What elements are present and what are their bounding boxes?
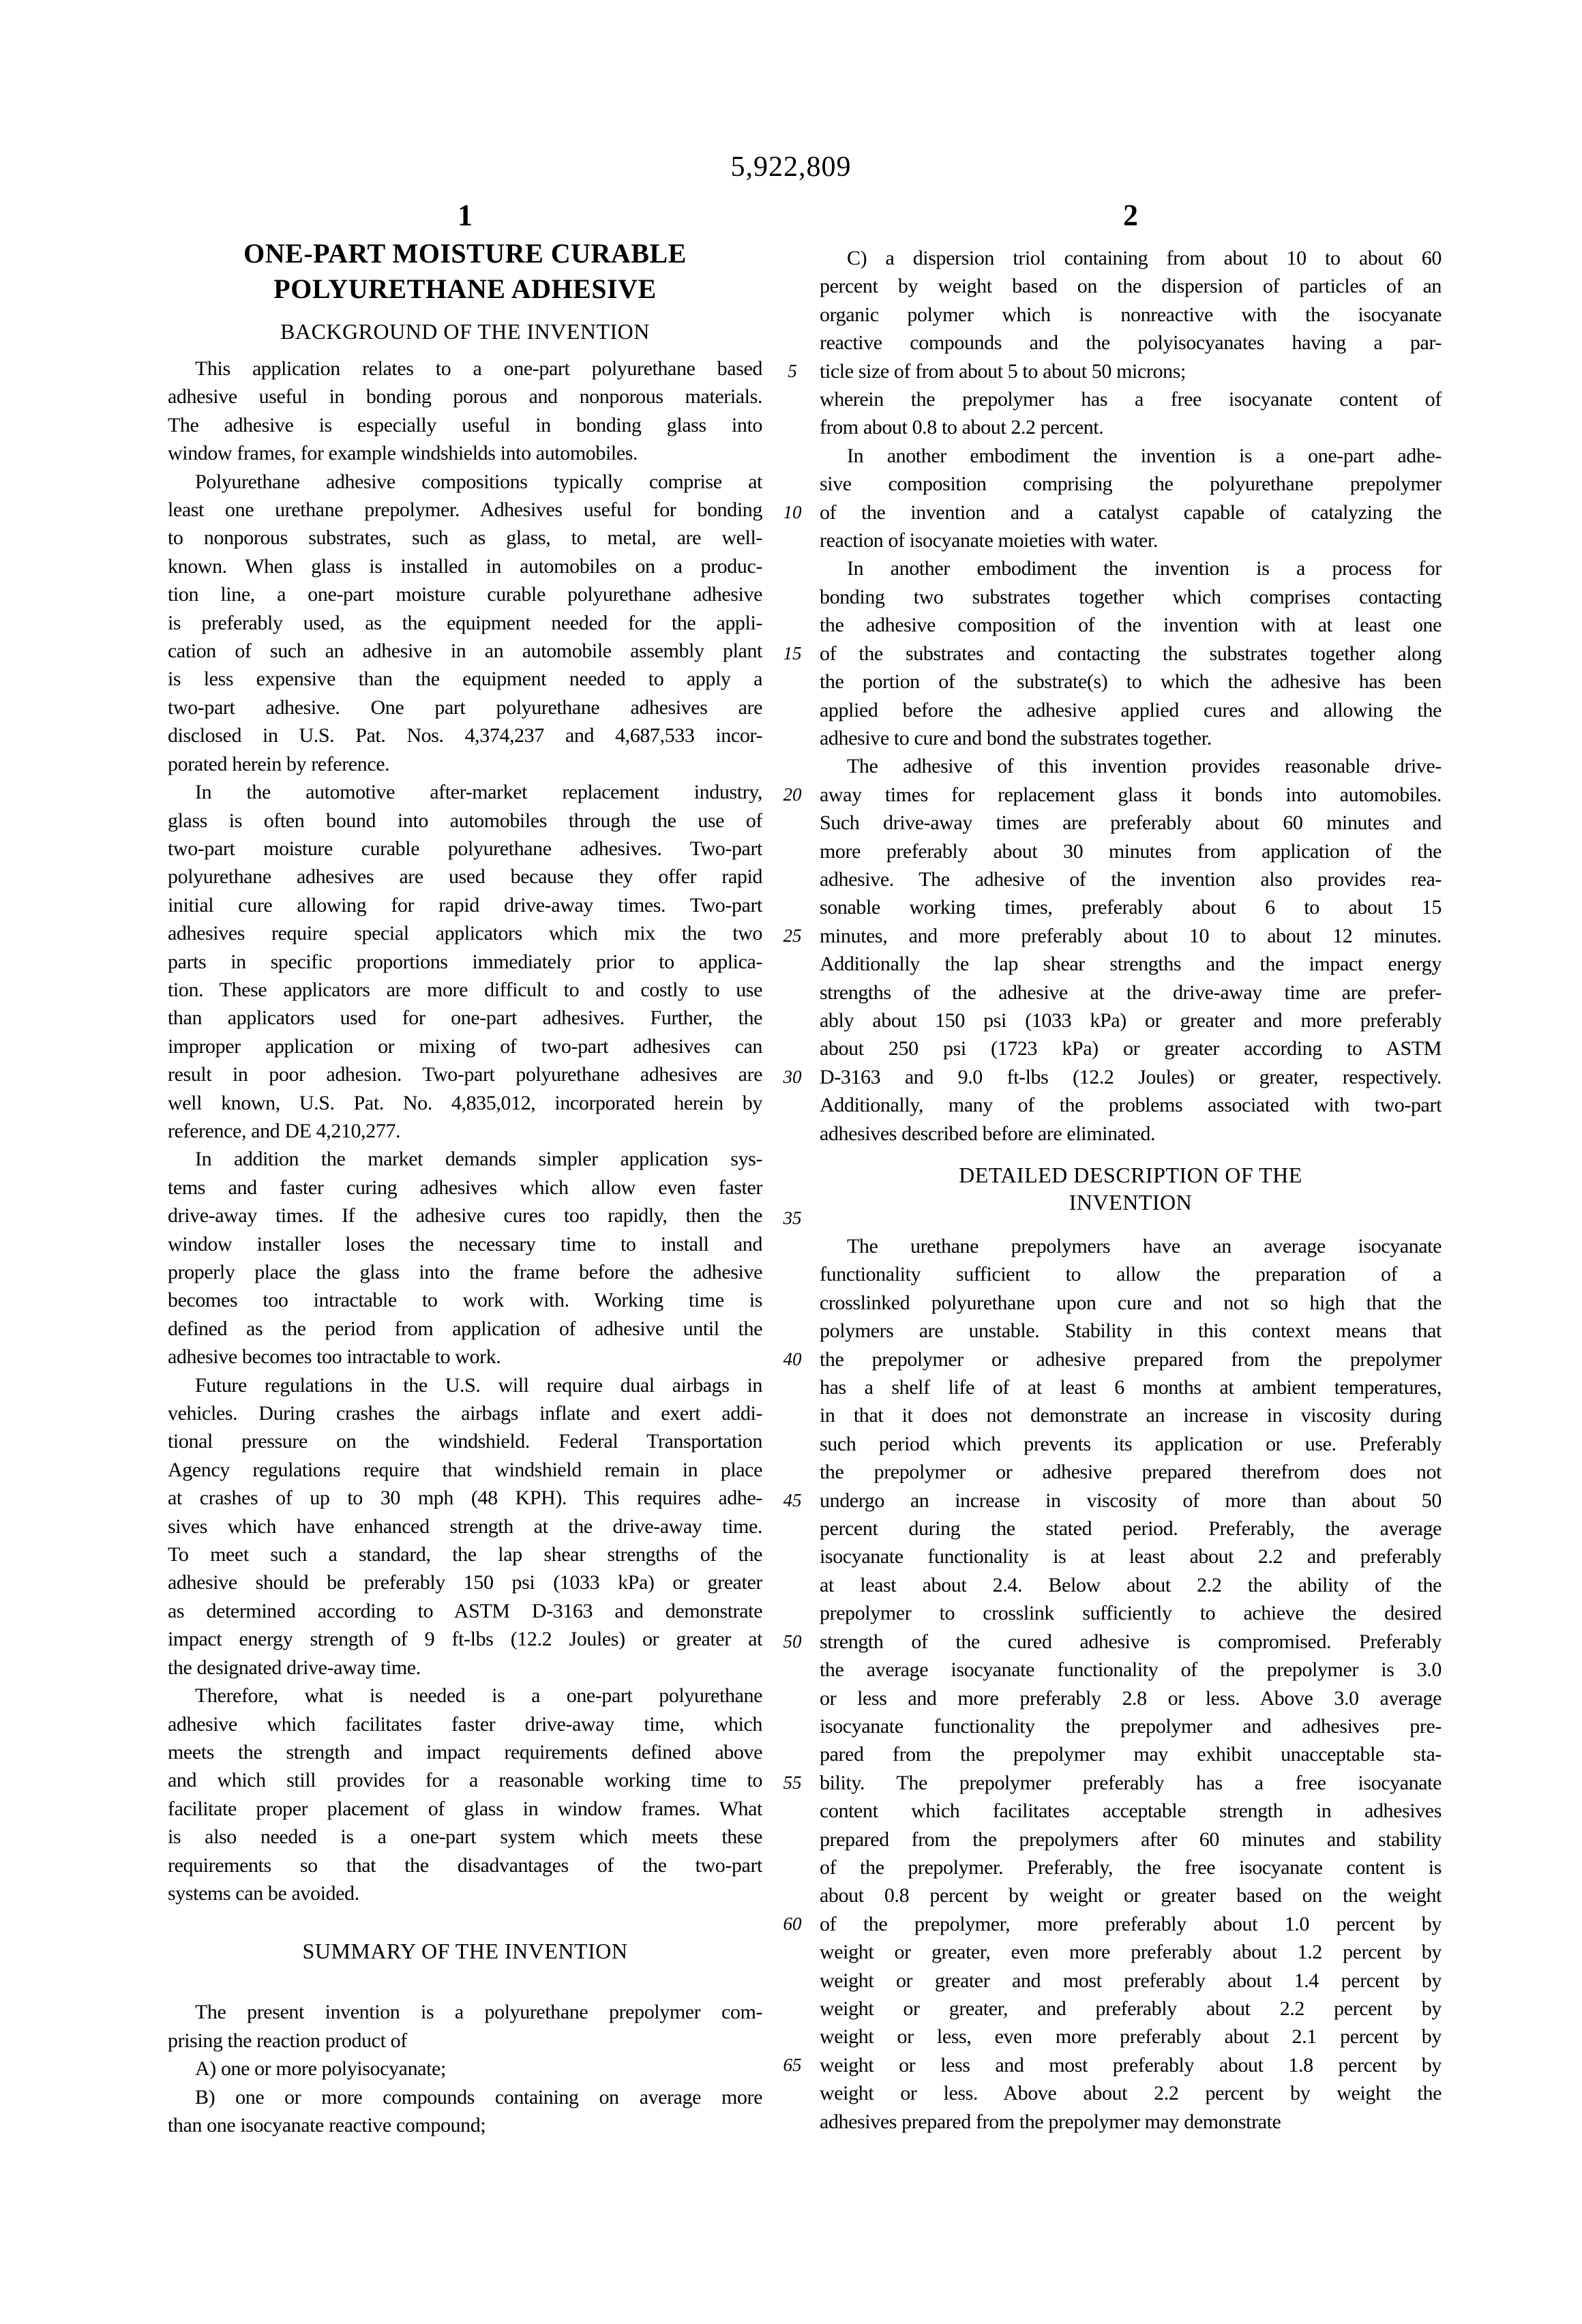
- line-number: 25: [783, 925, 802, 946]
- text-line: in that it does not demonstrate an increase in viscosity during: [820, 1404, 1442, 1427]
- text-line: facilitate proper placement of glass in window frames. What: [168, 1797, 762, 1820]
- text-line: weight or greater, even more preferably about 1.2 percent by: [820, 1941, 1442, 1964]
- text-line: the prepolymer or adhesive prepared therefrom does not: [820, 1461, 1442, 1484]
- paragraph: [820, 385, 1442, 442]
- text-line: and which still provides for a reasonable working time to: [168, 1769, 762, 1792]
- line-number: 65: [783, 2054, 802, 2075]
- line-number: 20: [783, 784, 802, 805]
- text-line: reactive compounds and the polyisocyanates having a par-: [820, 331, 1442, 355]
- paragraph: [168, 2055, 762, 2083]
- text-line: result in poor adhesion. Two-part polyurethane adhesives are: [168, 1063, 762, 1086]
- text-line: organic polymer which is nonreactive with the isocyanate: [820, 303, 1442, 326]
- text-line: Additionally the lap shear strengths and the impact energy: [820, 953, 1442, 976]
- text-line: bility. The prepolymer preferably has a free isocyanate: [820, 1771, 1442, 1794]
- text-line: well known, U.S. Pat. No. 4,835,012, incorporated herein by: [168, 1091, 762, 1114]
- text-line: This application relates to a one-part polyurethane based: [195, 357, 762, 380]
- line-number: 5: [788, 360, 797, 381]
- text-line: polymers are unstable. Stability in this context means that: [820, 1320, 1442, 1343]
- paragraph: [820, 1232, 1442, 2136]
- text-line: the prepolymer or adhesive prepared from the prepolymer: [820, 1347, 1442, 1371]
- paragraph: [820, 554, 1442, 752]
- text-line: of the invention and a catalyst capable of catalyzing the: [820, 501, 1442, 524]
- invention-title: [168, 236, 762, 307]
- text-line: from about 0.8 to about 2.2 percent.: [820, 416, 1104, 439]
- text-line: reaction of isocyanate moieties with water.: [820, 529, 1158, 552]
- column-1-number: 1: [458, 198, 473, 232]
- text-line: parts in specific proportions immediately prior to applica-: [168, 950, 762, 973]
- text-line: defined as the period from application of adhesive until the: [168, 1317, 762, 1340]
- text-line: ably about 150 psi (1033 kPa) or greater and more preferably: [820, 1009, 1442, 1032]
- line-number: 55: [783, 1772, 802, 1793]
- text-line: two-part adhesive. One part polyurethane adhesives are: [168, 696, 762, 719]
- text-line: becomes too intractable to work with. Working time is: [168, 1289, 762, 1312]
- text-line: least one urethane prepolymer. Adhesives useful for bonding: [168, 498, 762, 522]
- text-line: In another embodiment the invention is a process for: [847, 557, 1442, 580]
- text-line: two-part moisture curable polyurethane adhesives. Two-part: [168, 837, 762, 860]
- section-heading-line: SUMMARY OF THE INVENTION: [302, 1939, 628, 1964]
- text-line: undergo an increase in viscosity of more than about 50: [820, 1489, 1442, 1512]
- text-line: initial cure allowing for rapid drive-away times. Two-part: [168, 893, 762, 917]
- text-line: Therefore, what is needed is a one-part polyurethane: [195, 1684, 762, 1708]
- paragraph: [168, 778, 762, 1145]
- text-line: such period which prevents its application or use. Preferably: [820, 1432, 1442, 1455]
- patent-number: 5,922,809: [730, 151, 852, 183]
- section-heading: [820, 1161, 1442, 1216]
- text-line: prepolymer to crosslink sufficiently to achieve the desired: [820, 1602, 1442, 1625]
- text-line: porated herein by reference.: [168, 752, 390, 775]
- text-line: sive composition comprising the polyurethane prepolymer: [820, 473, 1442, 496]
- text-line: the adhesive composition of the invention with at least one: [820, 614, 1442, 637]
- text-line: about 0.8 percent by weight or greater based on the weight: [820, 1884, 1442, 1907]
- text-line: to nonporous substrates, such as glass, to metal, are well-: [168, 526, 762, 550]
- text-line: In addition the market demands simpler application sys-: [195, 1148, 762, 1171]
- text-line: adhesives prepared from the prepolymer may demonstrate: [820, 2110, 1281, 2133]
- text-line: Such drive-away times are preferably about 60 minutes and: [820, 811, 1442, 835]
- text-line: The present invention is a polyurethane prepolymer com-: [195, 2001, 762, 2024]
- text-line: tion. These applicators are more difficult to and costly to use: [168, 978, 762, 1001]
- text-line: crosslinked polyurethane upon cure and not so high that the: [820, 1291, 1442, 1314]
- paragraph: [820, 442, 1442, 555]
- text-line: content which facilitates acceptable strength in adhesives: [820, 1800, 1442, 1823]
- text-line: more preferably about 30 minutes from application of the: [820, 839, 1442, 863]
- text-line: ticle size of from about 5 to about 50 microns;: [820, 359, 1186, 383]
- text-line: The adhesive of this invention provides reasonable drive-: [847, 755, 1442, 778]
- text-line: weight or less and most preferably about 1.8 percent by: [820, 2053, 1442, 2076]
- text-line: Future regulations in the U.S. will require dual airbags in: [195, 1373, 762, 1397]
- text-line: is preferably used, as the equipment needed for the appli-: [168, 611, 762, 634]
- text-line: vehicles. During crashes the airbags inflate and exert addi-: [168, 1402, 762, 1425]
- text-line: the average isocyanate functionality of the prepolymer is 3.0: [820, 1658, 1442, 1682]
- section-heading: [168, 318, 762, 345]
- text-line: about 250 psi (1723 kPa) or greater according to ASTM: [820, 1037, 1442, 1060]
- text-line: impact energy strength of 9 ft-lbs (12.2 Joules) or greater at: [168, 1628, 762, 1651]
- text-line: than applicators used for one-part adhesives. Further, the: [168, 1007, 762, 1030]
- text-line: pared from the prepolymer may exhibit unacceptable sta-: [820, 1743, 1442, 1766]
- text-line: C) a dispersion triol containing from about 10 to about 60: [847, 247, 1442, 269]
- text-line: glass is often bound into automobiles through the use of: [168, 809, 762, 832]
- line-number: 40: [783, 1348, 802, 1369]
- text-line: tion line, a one-part moisture curable polyurethane adhesive: [168, 583, 762, 606]
- text-line: adhesive. The adhesive of the invention also provides rea-: [820, 867, 1442, 891]
- paragraph: [168, 468, 762, 778]
- line-number: 50: [783, 1630, 802, 1652]
- invention-title-line-1: ONE-PART MOISTURE CURABLE: [243, 238, 687, 269]
- text-line: prising the reaction product of: [168, 2029, 407, 2052]
- text-line: weight or greater, and preferably about 2.2 percent by: [820, 1997, 1442, 2020]
- text-line: at least about 2.4. Below about 2.2 the ability of the: [820, 1573, 1442, 1596]
- text-line: D-3163 and 9.0 ft-lbs (12.2 Joules) or greater, respectively.: [820, 1065, 1442, 1088]
- text-line: adhesive which facilitates faster drive-away time, which: [168, 1712, 762, 1735]
- text-line: drive-away times. If the adhesive cures too rapidly, then the: [168, 1204, 762, 1227]
- text-line: adhesive becomes too intractable to work.: [168, 1345, 501, 1369]
- paragraph: [168, 1371, 762, 1682]
- column-1: [168, 199, 762, 2139]
- column-2-content: [820, 244, 1442, 2136]
- text-line: minutes, and more preferably about 10 to about 12 minutes.: [820, 924, 1442, 947]
- text-line: B) one or more compounds containing on average more: [195, 2085, 762, 2109]
- column-1-content: [168, 318, 762, 2139]
- text-line: adhesive to cure and bond the substrates together.: [820, 726, 1212, 749]
- text-line: meets the strength and impact requirements defined above: [168, 1740, 762, 1763]
- text-line: the portion of the substrate(s) to which the adhesive has been: [820, 670, 1442, 694]
- text-line: Agency regulations require that windshield remain in place: [168, 1458, 762, 1481]
- text-line: polyurethane adhesives are used because they offer rapid: [168, 865, 762, 889]
- paragraph: [168, 355, 762, 468]
- text-line: adhesives require special applicators which mix the two: [168, 922, 762, 945]
- text-line: weight or greater and most preferably about 1.4 percent by: [820, 1969, 1442, 1992]
- line-number: 10: [783, 501, 802, 522]
- text-line: than one isocyanate reactive compound;: [168, 2113, 486, 2136]
- text-line: strengths of the adhesive at the drive-away time are prefer-: [820, 981, 1442, 1004]
- text-line: prepared from the prepolymers after 60 minutes and stability: [820, 1828, 1442, 1851]
- text-line: requirements so that the disadvantages of the two-part: [168, 1853, 762, 1877]
- text-line: functionality sufficient to allow the preparation of a: [820, 1263, 1442, 1286]
- text-line: isocyanate functionality is at least about 2.2 and preferably: [820, 1545, 1442, 1568]
- text-line: adhesives described before are eliminated.: [820, 1122, 1156, 1145]
- line-number-gutter: [768, 0, 817, 2324]
- section-heading-line: DETAILED DESCRIPTION OF THE: [959, 1163, 1302, 1187]
- text-line: known. When glass is installed in automobiles on a produc-: [168, 554, 762, 578]
- text-line: percent during the stated period. Preferably, the average: [820, 1517, 1442, 1540]
- invention-title-line-2: POLYURETHANE ADHESIVE: [273, 273, 657, 304]
- line-number: 15: [783, 642, 802, 664]
- section-heading-line: INVENTION: [1069, 1190, 1193, 1215]
- line-number: 60: [783, 1913, 802, 1934]
- text-line: sonable working times, preferably about 6 to about 15: [820, 896, 1442, 919]
- text-line: is less expensive than the equipment needed to apply a: [168, 668, 762, 691]
- text-line: is also needed is a one-part system which meets these: [168, 1826, 762, 1849]
- text-line: adhesive should be preferably 150 psi (1033 kPa) or greater: [168, 1571, 762, 1594]
- paragraph: [820, 752, 1442, 1148]
- text-line: window installer loses the necessary time to install and: [168, 1232, 762, 1255]
- section-heading-line: BACKGROUND OF THE INVENTION: [280, 319, 650, 344]
- line-number: 45: [783, 1489, 802, 1510]
- text-line: the designated drive-away time.: [168, 1656, 421, 1679]
- text-line: has a shelf life of at least 6 months at ambient temperatures,: [820, 1376, 1442, 1399]
- text-line: A) one or more polyisocyanate;: [195, 2057, 446, 2081]
- text-line: systems can be avoided.: [168, 1881, 359, 1905]
- text-line: disclosed in U.S. Pat. Nos. 4,374,237 and 4,687,533 incor-: [168, 724, 762, 747]
- text-line: at crashes of up to 30 mph (48 KPH). This requires adhe-: [168, 1487, 762, 1510]
- text-line: adhesive useful in bonding porous and nonporous materials.: [168, 385, 762, 408]
- text-line: away times for replacement glass it bonds into automobiles.: [820, 783, 1442, 806]
- text-line: improper application or mixing of two-part adhesives can: [168, 1034, 762, 1058]
- column-2: [820, 199, 1442, 2136]
- paragraph: [168, 1998, 762, 2055]
- text-line: properly place the glass into the frame before the adhesive: [168, 1261, 762, 1283]
- section-heading: [168, 1937, 762, 1965]
- text-line: as determined according to ASTM D-3163 and demonstrate: [168, 1599, 762, 1622]
- line-number: 30: [783, 1066, 802, 1087]
- paragraph: [168, 1682, 762, 1907]
- text-line: of the prepolymer, more preferably about 1.0 percent by: [820, 1912, 1442, 1935]
- text-line: wherein the prepolymer has a free isocyanate content of: [820, 388, 1442, 411]
- text-line: or less and more preferably 2.8 or less. Above 3.0 average: [820, 1686, 1442, 1710]
- text-line: percent by weight based on the dispersion of particles of an: [820, 275, 1442, 298]
- text-line: of the substrates and contacting the substrates together along: [820, 642, 1442, 665]
- text-line: bonding two substrates together which comprises contacting: [820, 585, 1442, 608]
- text-line: To meet such a standard, the lap shear strengths of the: [168, 1543, 762, 1566]
- column-2-number: 2: [1123, 198, 1138, 232]
- text-line: strength of the cured adhesive is compromised. Preferably: [820, 1630, 1442, 1653]
- text-line: isocyanate functionality the prepolymer and adhesives pre-: [820, 1714, 1442, 1738]
- text-line: Polyurethane adhesive compositions typically comprise at: [195, 470, 762, 493]
- text-line: window frames, for example windshields into automobiles.: [168, 442, 638, 465]
- text-line: tional pressure on the windshield. Federal Transportation: [168, 1430, 762, 1453]
- text-line: The adhesive is especially useful in bonding glass into: [168, 413, 762, 436]
- text-line: weight or less, even more preferably about 2.1 percent by: [820, 2025, 1442, 2049]
- text-line: weight or less. Above about 2.2 percent by weight the: [820, 2082, 1442, 2105]
- paragraph: [168, 1145, 762, 1371]
- paragraph: [168, 2083, 762, 2140]
- text-line: cation of such an adhesive in an automobile assembly plant: [168, 640, 762, 663]
- text-line: applied before the adhesive applied cures and allowing the: [820, 698, 1442, 721]
- line-number: 35: [783, 1207, 802, 1228]
- text-line: Additionally, many of the problems associated with two-part: [820, 1094, 1442, 1117]
- text-line: In the automotive after-market replacement industry,: [195, 781, 762, 804]
- paragraph: [820, 244, 1442, 385]
- text-line: In another embodiment the invention is a one-part adhe-: [847, 444, 1442, 467]
- text-line: The urethane prepolymers have an average isocyanate: [847, 1235, 1442, 1257]
- text-line: reference, and DE 4,210,277.: [168, 1119, 401, 1142]
- text-line: tems and faster curing adhesives which allow even faster: [168, 1176, 762, 1199]
- text-line: of the prepolymer. Preferably, the free isocyanate content is: [820, 1856, 1442, 1879]
- text-line: sives which have enhanced strength at the drive-away time.: [168, 1515, 762, 1538]
